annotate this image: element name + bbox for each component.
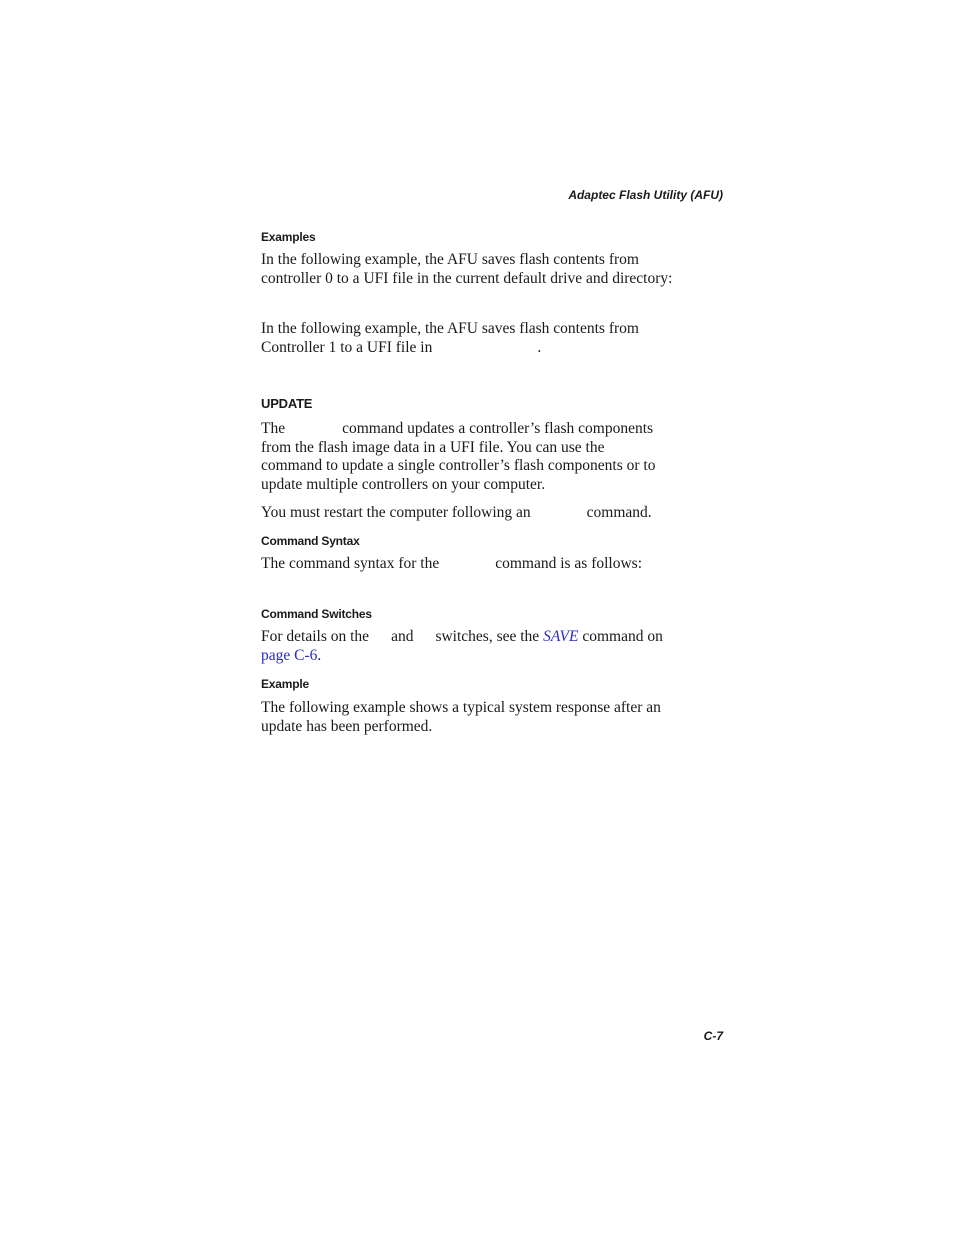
text-line [261, 504, 652, 523]
text-fragment: The [261, 420, 286, 437]
update-heading: UPDATE [261, 396, 313, 411]
page-c6-link[interactable]: page C-6 [261, 646, 318, 664]
text-fragment: For details on the [261, 628, 370, 645]
update-paragraph-1 [261, 420, 655, 494]
text-fragment: command. [586, 504, 652, 521]
text-fragment: You must restart the computer following an [261, 504, 531, 521]
update-paragraph-2 [261, 504, 652, 523]
text-line: command to update a single controller’s flash components or to [261, 457, 656, 474]
text-line [261, 339, 639, 358]
running-header: Adaptec Flash Utility (AFU) [568, 188, 723, 202]
text-fragment: command on [582, 628, 663, 645]
text-line: controller 0 to a UFI file in the current default drive and directory: [261, 269, 673, 287]
text-line: from the flash image data in a UFI file. You can use the [261, 438, 605, 456]
text-fragment: Controller 1 to a UFI file in [261, 338, 433, 356]
text-line: update multiple controllers on your computer. [261, 475, 546, 493]
examples-paragraph-1 [261, 251, 672, 288]
examples-paragraph-2 [261, 320, 639, 357]
text-fragment: command is as follows: [495, 555, 643, 572]
text-fragment: The command syntax for the [261, 555, 440, 572]
text-line [261, 420, 655, 439]
text-line [261, 647, 663, 666]
text-fragment: command updates a controller’s flash components [342, 420, 654, 437]
period: . [317, 646, 322, 664]
page-number: C-7 [703, 1029, 723, 1043]
examples-heading: Examples [261, 230, 316, 244]
command-switches-heading: Command Switches [261, 607, 372, 621]
command-syntax-heading: Command Syntax [261, 534, 360, 548]
text-line: The following example shows a typical system response after an [261, 699, 661, 716]
text-line: In the following example, the AFU saves flash contents from [261, 251, 639, 268]
text-line [261, 628, 663, 647]
command-switches-paragraph [261, 628, 663, 665]
period: . [537, 338, 542, 356]
save-command-link[interactable]: SAVE [543, 628, 579, 645]
text-line: update has been performed. [261, 717, 433, 735]
example-paragraph [261, 699, 661, 736]
text-fragment: switches, see the [435, 628, 540, 645]
text-fragment: and [391, 628, 414, 645]
text-line [261, 555, 642, 574]
text-line: In the following example, the AFU saves flash contents from [261, 320, 639, 337]
command-syntax-paragraph [261, 555, 642, 574]
example-heading: Example [261, 677, 309, 691]
